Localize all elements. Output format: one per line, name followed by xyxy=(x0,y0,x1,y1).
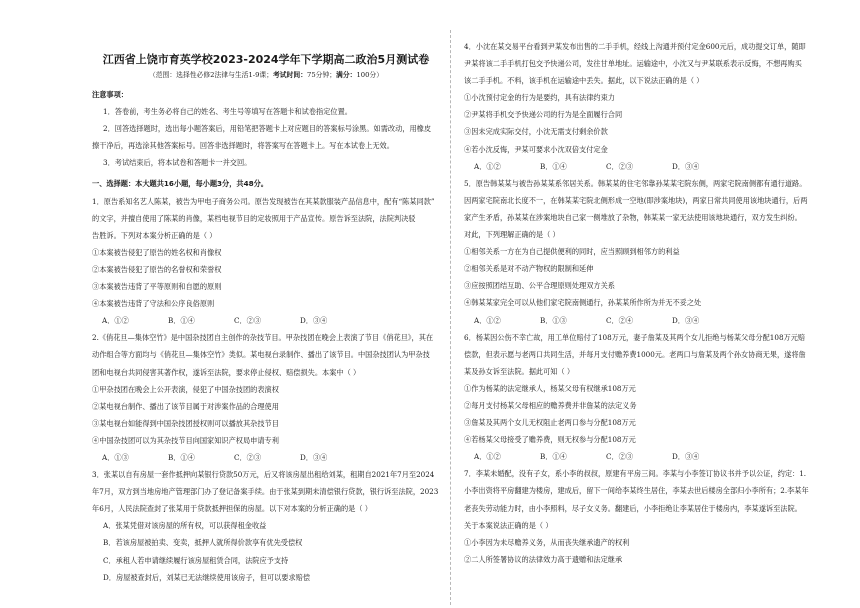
left-column xyxy=(92,40,440,586)
choice-item: D．房屋被查封后，刘某已无法继续使用该房子，但可以要求赔偿 xyxy=(103,572,311,582)
note-item: 3．考试结束后，将本试卷和答题卡一并交回。 xyxy=(103,158,252,168)
option-d: D．③④ xyxy=(300,316,328,326)
note-item: 2．回答选择题时，选出每小题答案后，用铅笔把答题卡上对应题目的答案标号涂黑。如需改动，用橡皮 xyxy=(103,124,432,134)
statement-item: ①小李因为未尽赡养义务，从而丧失继承遗产的权利 xyxy=(464,537,630,547)
statement-item: ④中国杂技团可以为其杂技节目向国家知识产权局申请专利 xyxy=(92,435,279,445)
option-d: D．③④ xyxy=(672,452,700,462)
statement-item: ③某电视台如能得到中国杂技团授权则可以播放其杂技节目 xyxy=(92,418,279,428)
option-a: A．①② xyxy=(474,161,501,171)
option-b: B．①④ xyxy=(540,452,567,462)
question-line: 尹某将该二手手机打包交予快递公司，发往甘单地址。运输途中，小沈又与尹某联系表示反悔，不想再购买 xyxy=(464,59,802,69)
answer-options xyxy=(92,449,440,466)
option-d: D．③④ xyxy=(672,315,700,325)
option-b: B．①④ xyxy=(540,161,567,171)
question-line: 5．原告韩某某与被告孙某某系邻居关系。韩某某的住宅邻靠孙某某宅院东侧，两家宅院南侧都有通行道路。 xyxy=(464,178,807,188)
choice-item: A．张某凭借对该房屋的所有权，可以获得租金收益 xyxy=(103,521,267,531)
question-line: 年7月，双方到当地房地产管理部门办了登记备案手续。由于张某到期未清偿银行贷款，银行诉至法院，2023 xyxy=(92,487,439,497)
option-c: C．②④ xyxy=(606,315,634,325)
statement-item: ③詹某及其两个女儿无权阻止老两口参与分配108万元 xyxy=(464,418,636,428)
column-divider xyxy=(450,30,451,605)
question-line: 老丧失劳动能力时，由小李照料，尽子女义务。翻建后，小李拒绝让李某居住于楼房内，李某遂诉至法院。 xyxy=(464,503,802,513)
question-line: 小李出资将平房翻建为楼房，建成后，留下一间给李某终生居住，李某去世后楼房全部归小李所有；2.李某年 xyxy=(464,486,809,496)
question-line: 关于本案说法正确的是（ ） xyxy=(464,520,553,530)
question-line: 该二手手机。不料，该手机在运输途中丢失。据此，以下说法正确的是（ ） xyxy=(464,76,704,86)
choice-item: B．若该房屋被拍卖、变卖，抵押人就所得价款享有优先受偿权 xyxy=(103,538,303,548)
option-c: C．②③ xyxy=(234,316,262,326)
section-heading: 一、选择题：本大题共16小题，每小题3分，共48分。 xyxy=(92,179,268,189)
notes-heading: 注意事项： xyxy=(92,90,128,99)
statement-item: ④本案被告违背了守法和公序良俗原则 xyxy=(92,299,215,309)
option-a: A．①② xyxy=(474,452,501,462)
answer-options xyxy=(464,448,816,465)
statement-item: ④韩某某家完全可以从他们家宅院南侧通行，孙某某所作所为并无不妥之处 xyxy=(464,298,702,308)
question-line: 团和电视台共同侵害其著作权，遂诉至法院，要求停止侵权、赔偿损失。本案中（ ） xyxy=(92,367,361,377)
answer-options xyxy=(464,158,816,175)
question-line: 告胜诉。下列对本案分析正确的是（ ） xyxy=(92,230,217,240)
question-line: 6．杨某因公伤不幸亡故，用工单位赔付了108万元，妻子詹某及其两个女儿拒绝与杨某父母分配108万元赔 xyxy=(464,332,806,342)
option-c: C．②③ xyxy=(234,452,262,462)
question-line: 2.《俏花旦—集体空竹》是中国杂技团自主创作的杂技节目。甲杂技团在晚会上表演了节目《俏花旦》，其在 xyxy=(92,333,434,343)
option-a: A．①③ xyxy=(102,452,129,462)
option-d: D．③④ xyxy=(672,161,700,171)
statement-item: ②相邻关系是对不动产物权的限制和延伸 xyxy=(464,264,594,274)
option-b: B．①④ xyxy=(168,316,195,326)
answer-options xyxy=(92,312,440,329)
option-b: B．①④ xyxy=(168,452,195,462)
option-a: A．①② xyxy=(102,316,129,326)
statement-item: ①本案被告侵犯了原告的姓名权和肖像权 xyxy=(92,247,222,257)
question-line: 7．李某未婚配，没有子女，系小李的叔叔，原建有平房三间。李某与小李签订协议书并予以公证，约定：1. xyxy=(464,469,807,479)
statement-item: ②某电视台制作、播出了该节目属于对涉案作品的合理使用 xyxy=(92,401,279,411)
statement-item: ①小沈预付定金的行为是要约，具有法律约束力 xyxy=(464,93,615,103)
statement-item: ②每月支付杨某父母相应的赡养费并非詹某的法定义务 xyxy=(464,400,637,410)
statement-item: ③因未完成实际交付，小沈无需支付剩余价款 xyxy=(464,127,608,137)
question-line: 1．原告系知名艺人陈某，被告为甲电子商务公司。原告发现被告在其某款服装产品信息中，配有“陈某同款” xyxy=(92,196,435,206)
question-line: 动作组合等方面均与《俏花旦—集体空竹》类似。某电视台录制作、播出了该节目。中国杂技团认为甲杂技 xyxy=(92,350,430,360)
statement-item: ①作为杨某的法定继承人，杨某父母有权继承108万元 xyxy=(464,383,636,393)
statement-item: ③本案被告违背了平等原则和自愿的原则 xyxy=(92,282,222,292)
note-item: 1．答卷前，考生务必将自己的姓名、考生号等填写在答题卡和试卷指定位置。 xyxy=(103,107,352,117)
statement-item: ②二人所签署协议的法律效力高于遗赠和法定继承 xyxy=(464,554,623,564)
option-c: C．②③ xyxy=(606,452,634,462)
question-line: 家产生矛盾，孙某某在涉案地块自己家一侧堆放了杂物，韩某某一家无法使用该地块通行，双方发生纠纷。 xyxy=(464,212,802,222)
question-line: 对此，下列理解正确的是（ ） xyxy=(464,230,560,240)
score-value: 100分） xyxy=(356,71,384,79)
question-line: 某及孙女诉至法院。据此可知（ ） xyxy=(464,366,575,376)
statement-item: ②本案被告侵犯了原告的名誉权和荣誉权 xyxy=(92,264,222,274)
option-b: B．①③ xyxy=(540,315,567,325)
choice-item: C．承租人若申请继续履行该房屋租赁合同，法院应予支持 xyxy=(103,555,289,565)
right-column xyxy=(464,38,816,568)
option-c: C．②③ xyxy=(606,161,634,171)
question-line: 的文字，并擅自使用了陈某的肖像，某档电视节目的定妆照用于产品宣传。原告诉至法院，法院判决驳 xyxy=(92,213,416,223)
question-line: 3．张某以自有房屋一套作抵押向某银行贷款50万元，后又将该房屋出租给刘某，租期自2021年7月至2024 xyxy=(92,470,435,480)
statement-item: ③应按照团结互助、公平合理原则处理双方关系 xyxy=(464,281,615,291)
time-value: 75分钟； xyxy=(307,71,337,79)
note-item: 擦干净后，再选涂其他答案标号。回答非选择题时，将答案写在答题卡上。写在本试卷上无效。 xyxy=(92,141,394,151)
page-title: 江西省上饶市育英学校2023-2024学年下学期高二政治5月测试卷 xyxy=(102,53,430,66)
statement-item: ④若杨某父母接受了赡养费，则无权参与分配108万元 xyxy=(464,435,636,445)
time-label: 考试时间： xyxy=(273,71,307,79)
question-line: 4．小沈在某交易平台看到尹某发布出售的二手手机，经线上沟通并预付定金600元后，成功提交订单，随即 xyxy=(464,42,806,51)
question-line: 因两家宅院南北长度不一，在韩某某宅院北侧形成一空地(即涉案地块)，两家日常共同使用该地块通行，后两 xyxy=(464,195,808,205)
score-label: 满分： xyxy=(336,71,357,79)
question-line: 偿款，但表示愿与老两口共同生活，并每月支付赡养费1000元。老两口与詹某及两个孙女协商无果，遂将詹 xyxy=(464,349,806,359)
exam-scope-subtitle xyxy=(92,68,440,82)
scope-text: （范围：选择性必修2法律与生活1-9课； xyxy=(148,71,274,79)
question-line: 年6月，人民法院查封了张某用于贷款抵押担保的房屋。以下对本案的分析正确的是（ ） xyxy=(92,504,372,514)
statement-item: ①甲杂技团在晚会上公开表演，侵犯了中国杂技团的表演权 xyxy=(92,384,279,394)
statement-item: ①相邻关系一方在为自己提供便利的同时，应当照顾到相邻方的利益 xyxy=(464,247,680,257)
answer-options xyxy=(464,312,816,329)
statement-item: ④若小沈反悔，尹某可要求小沈双倍支付定金 xyxy=(464,144,608,154)
statement-item: ②尹某将手机交予快递公司的行为是全面履行合同 xyxy=(464,110,623,120)
option-a: A．①② xyxy=(474,315,501,325)
option-d: D．③④ xyxy=(300,452,328,462)
